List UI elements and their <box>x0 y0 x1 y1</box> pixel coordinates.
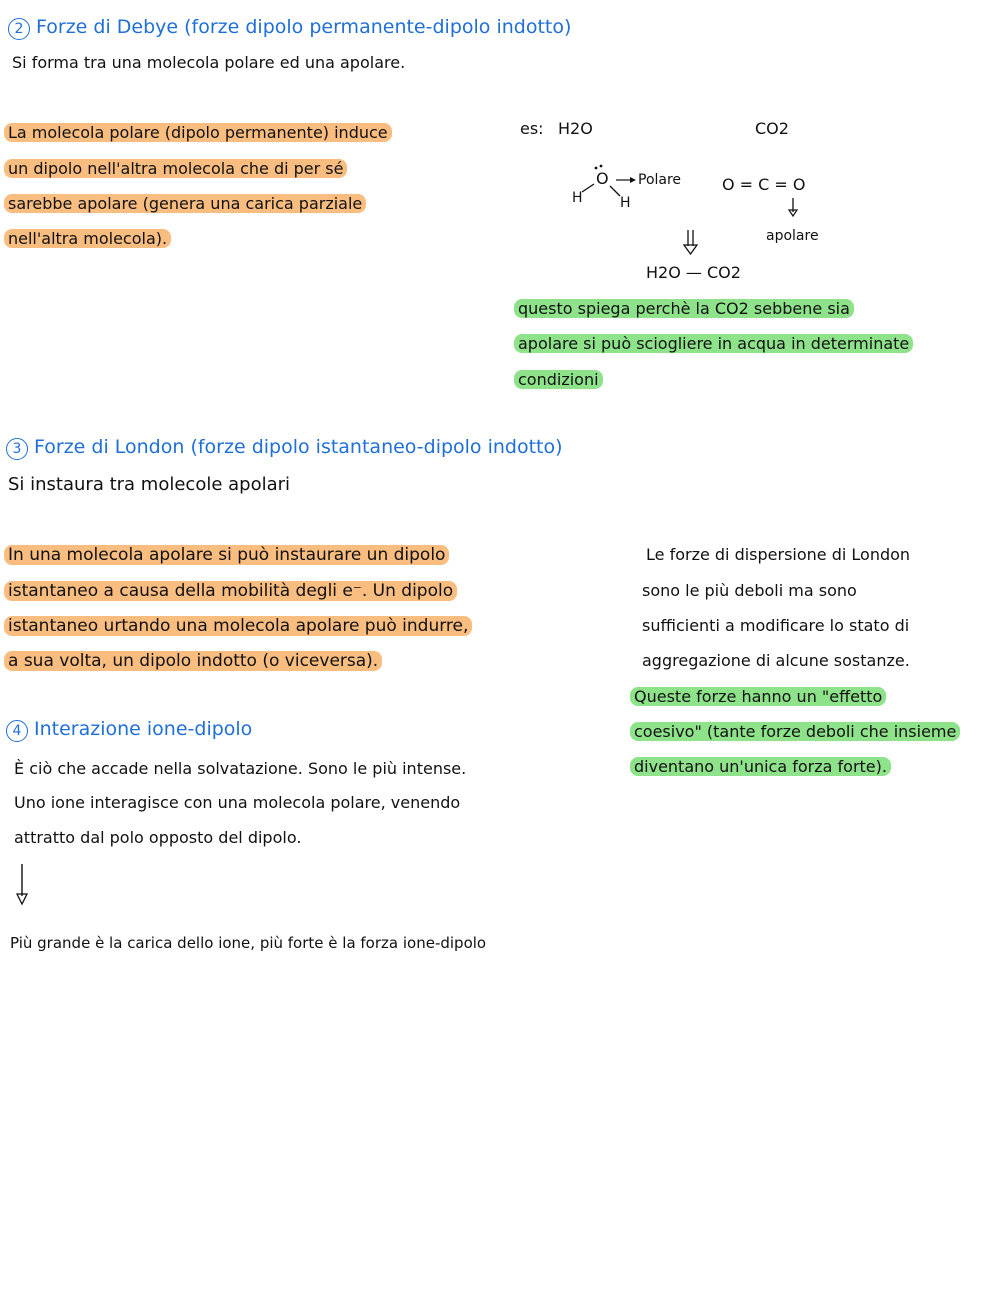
hydrogen-right: H <box>620 195 631 211</box>
green-line: apolare si può sciogliere in acqua in determinate <box>514 334 913 353</box>
oxygen-atom: O <box>596 169 609 188</box>
green-line: condizioni <box>514 370 603 389</box>
co2-label: CO2 <box>755 119 789 138</box>
section2-title: Forze di Debye (forze dipolo permanente-dipolo indotto) <box>36 16 572 38</box>
section4-line: È ciò che accade nella solvatazione. Sono le più intense. <box>14 759 467 778</box>
polare-label: Polare <box>638 172 682 188</box>
h2o-label: H2O <box>558 119 593 138</box>
section2-highlight-line: un dipolo nell'altra molecola che di per sé <box>4 159 347 178</box>
side-line: sono le più deboli ma sono <box>642 581 857 600</box>
co2-arrow <box>784 196 804 220</box>
section3-title: Forze di London (forze dipolo istantaneo-dipolo indotto) <box>34 436 563 458</box>
side-line: Le forze di dispersione di London <box>646 545 911 564</box>
section4-number: 4 <box>6 720 28 742</box>
section3-highlight-line: a sua volta, un dipolo indotto (o viceversa). <box>4 651 382 671</box>
side-green-line: Queste forze hanno un "effetto <box>630 687 886 706</box>
side-line: aggregazione di alcune sostanze. <box>642 651 910 670</box>
section4-line: Uno ione interagisce con una molecola polare, venendo <box>14 793 461 812</box>
section3-intro: Si instaura tra molecole apolari <box>8 474 291 495</box>
section2-highlight-line: sarebbe apolare (genera una carica parziale <box>4 194 366 213</box>
section4-line: attratto dal polo opposto del dipolo. <box>14 828 302 847</box>
side-green-line: coesivo" (tante forze deboli che insieme <box>630 722 960 741</box>
section2-intro: Si forma tra una molecola polare ed una apolare. <box>12 53 406 72</box>
section2-heading <box>8 16 571 40</box>
section2-highlight-line: La molecola polare (dipolo permanente) induce <box>4 123 392 142</box>
section4-title: Interazione ione-dipolo <box>34 718 253 740</box>
combined-formula: H2O — CO2 <box>646 263 741 282</box>
green-line: questo spiega perchè la CO2 sebbene sia <box>514 299 854 318</box>
section2-highlight-line: nell'altra molecola). <box>4 229 171 248</box>
section4-heading <box>6 718 252 742</box>
section2-number: 2 <box>8 18 30 40</box>
hydrogen-left: H <box>572 190 583 206</box>
section3-highlight-line: In una molecola apolare si può instaurare un dipolo <box>4 545 449 565</box>
section4-conclusion: Più grande è la carica dello ione, più forte è la forza ione-dipolo <box>10 934 487 952</box>
section3-highlight-line: istantaneo urtando una molecola apolare può indurre, <box>4 616 472 636</box>
apolare-label: apolare <box>766 228 819 244</box>
section3-number: 3 <box>6 438 28 460</box>
es-label: es: <box>520 119 544 138</box>
down-arrow <box>12 862 34 908</box>
section3-highlight-line: istantaneo a causa della mobilità degli e⁻. Un dipolo <box>4 581 457 601</box>
section3-heading <box>6 436 563 460</box>
implies-arrow <box>680 228 702 258</box>
side-green-line: diventano un'unica forza forte). <box>630 757 891 776</box>
side-line: sufficienti a modificare lo stato di <box>642 616 910 635</box>
co2-formula: O = C = O <box>722 175 806 194</box>
